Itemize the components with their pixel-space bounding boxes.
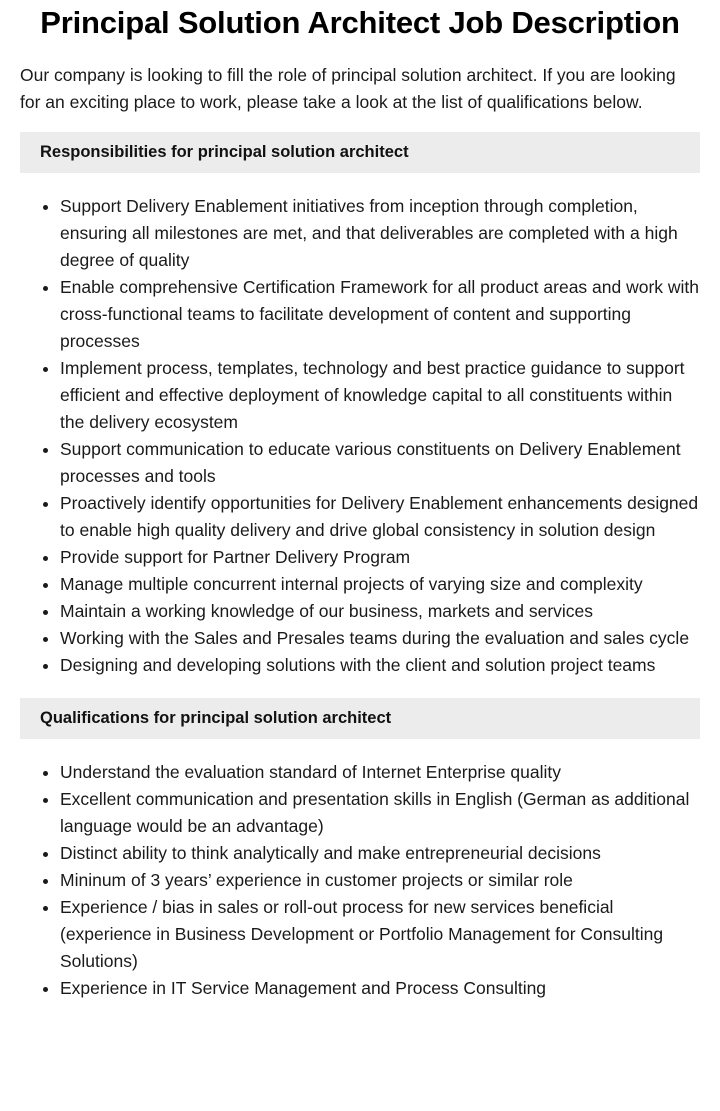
list-item: • Provide support for Partner Delivery Program (60, 544, 700, 571)
list-item: • Distinct ability to think analytically and make entrepreneurial decisions (60, 840, 700, 867)
list-item: • Designing and developing solutions with the client and solution project teams (60, 652, 700, 679)
qualifications-heading: Qualifications for principal solution architect (20, 698, 700, 739)
list-item: • Experience / bias in sales or roll-out process for new services beneficial (experience in Business Development or Portfolio Management for Consulting Solutions) (60, 894, 700, 975)
list-item: • Enable comprehensive Certification Framework for all product areas and work with cross-functional teams to facilitate development of content and supporting processes (60, 274, 700, 355)
responsibilities-list (20, 193, 700, 679)
intro-paragraph: Our company is looking to fill the role of principal solution architect. If you are looking for an exciting place to work, please take a look at the list of qualifications below. (20, 65, 676, 112)
responsibilities-heading: Responsibilities for principal solution architect (20, 132, 700, 173)
list-item: • Support Delivery Enablement initiatives from inception through completion, ensuring all milestones are met, and that deliverables are completed with a high degree of quality (60, 193, 700, 274)
list-item: • Proactively identify opportunities for Delivery Enablement enhancements designed to enable high quality delivery and drive global consistency in solution design (60, 490, 700, 544)
list-item: • Understand the evaluation standard of Internet Enterprise quality (60, 759, 700, 786)
page-title: Principal Solution Architect Job Description (40, 5, 680, 40)
list-item: • Maintain a working knowledge of our business, markets and services (60, 598, 700, 625)
list-item: • Support communication to educate various constituents on Delivery Enablement processes and tools (60, 436, 700, 490)
list-item: • Manage multiple concurrent internal projects of varying size and complexity (60, 571, 700, 598)
list-item: • Working with the Sales and Presales teams during the evaluation and sales cycle (60, 625, 700, 652)
list-item: • Implement process, templates, technology and best practice guidance to support efficient and effective deployment of knowledge capital to all constituents within the delivery ecosystem (60, 355, 700, 436)
list-item: • Excellent communication and presentation skills in English (German as additional language would be an advantage) (60, 786, 700, 840)
list-item: • Mininum of 3 years’ experience in customer projects or similar role (60, 867, 700, 894)
qualifications-list (20, 759, 700, 1002)
list-item: • Experience in IT Service Management and Process Consulting (60, 975, 700, 1002)
